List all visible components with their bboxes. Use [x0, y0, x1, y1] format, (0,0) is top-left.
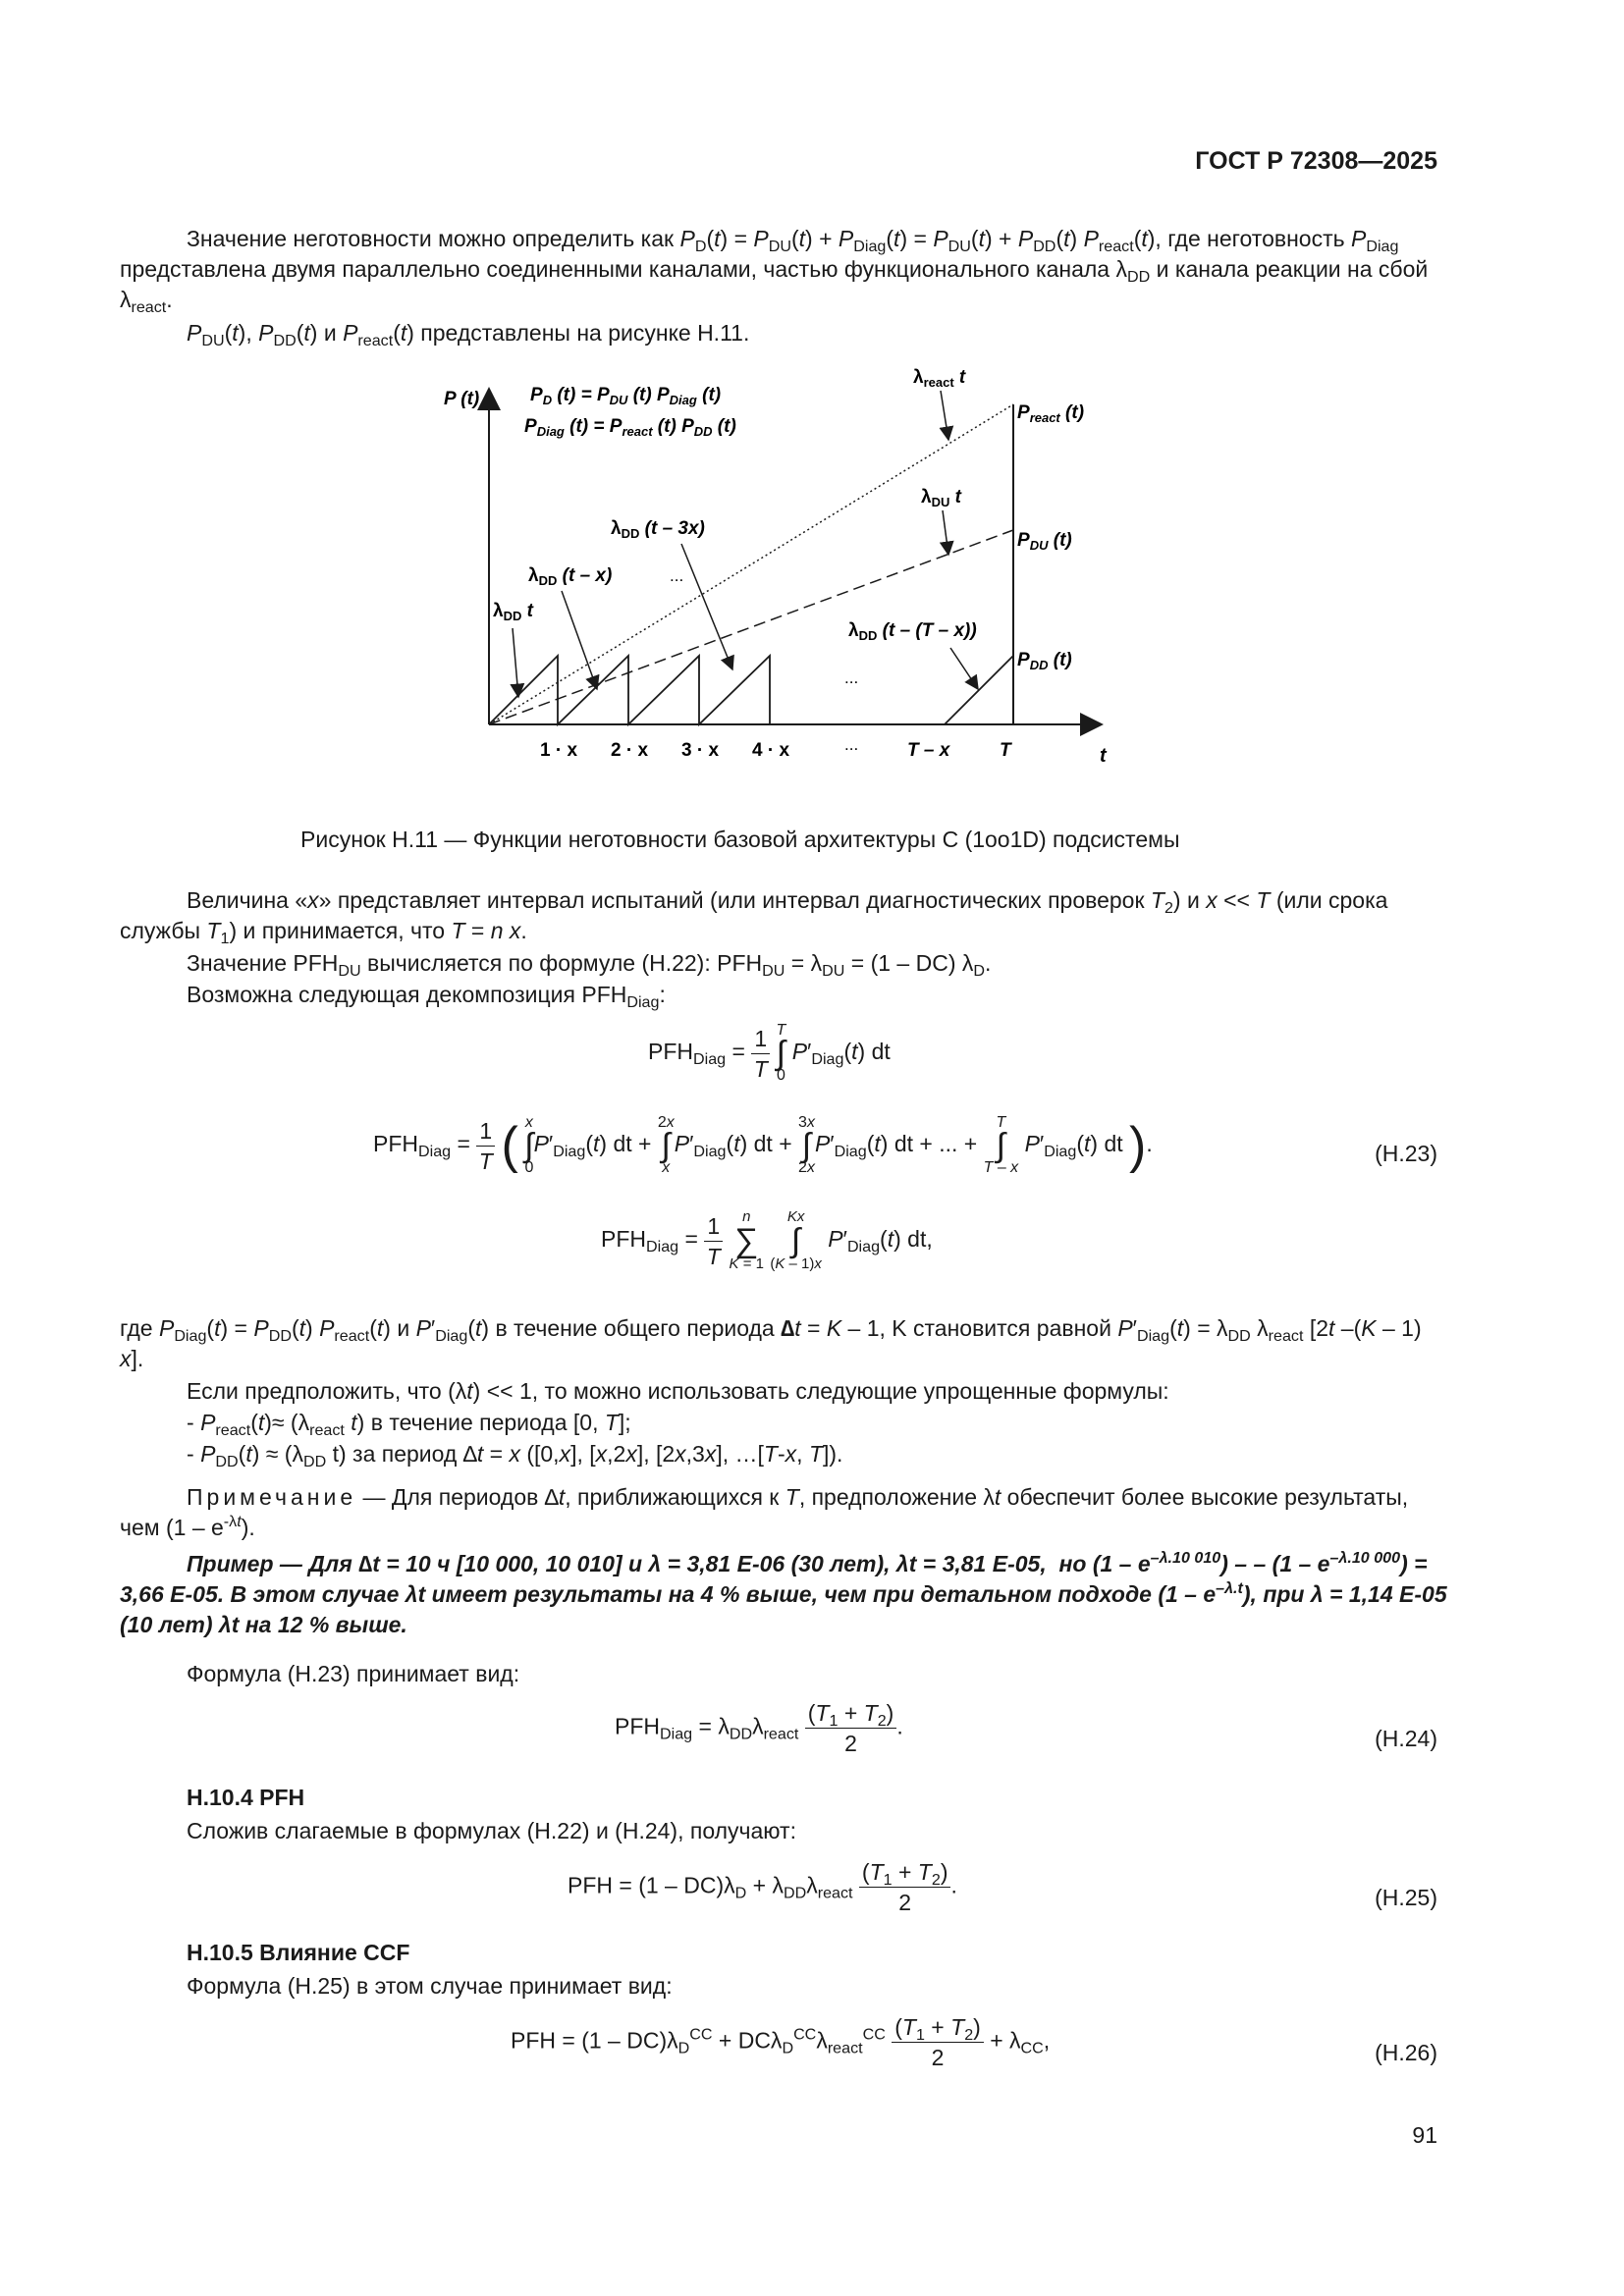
paragraph-pfhdu: Значение $PFH_{DU}$ вычисляется по формуле (Н.22): $PFH_{DU} = \lambda_{DU} = (1 - DC)$ $\lambda_D$.	[187, 950, 992, 980]
unavailability-figure	[422, 353, 1149, 766]
equation-h26: PFH = $(1 - DC)\lambda_D^{CC} + DC\lambda_D^{CC}\lambda_{react}^{CC}$ $\frac{(T_1 + T_2)}{2}$ + $\lambda_{CC}$,	[511, 2014, 1051, 2070]
label-dd-tx: $\lambda_{DD}$ (t – x)	[528, 565, 613, 588]
formula-pdiag: $P_{Diag}$ $(t) = P_{react}$ (t) $P_{DD}$ (t)	[524, 416, 736, 439]
document-header: ГОСТ Р 72308—2025	[1195, 147, 1437, 175]
page-number: 91	[1412, 2122, 1437, 2148]
equation-number-h24: (Н.24)	[1375, 1726, 1437, 1751]
label-dd-tTx: $\lambda_{DD}$ (t – (T – x))	[848, 620, 977, 643]
tick-1x: 1 · x	[540, 740, 578, 761]
paragraph-decomposition: Возможна следующая декомпозиция $PFH_{Diag}$:	[187, 982, 666, 1011]
tick-T-x: T – x	[907, 740, 950, 761]
paragraph-h25-form: Формула (Н.25) в этом случае принимает вид:	[187, 1973, 673, 1999]
list-item-preact: - $P_{react}(t)\approx (\lambda_{react}$ t) в течение периода [0, T];	[187, 1410, 631, 1439]
paragraph-assume: Если предположить, что (λt) << 1, то можно использовать следующие упрощенные формулы:	[187, 1378, 1169, 1404]
paragraph-interval: Величина «x» представляет интервал испытаний (или интервал диагностических проверок $T_2$) и x << T (или срока службы $T_1$) и принимается, что T = n x.	[120, 887, 1388, 947]
sawtooth-last	[945, 656, 1013, 724]
react-line	[489, 404, 1013, 724]
tick-ellipsis: ...	[844, 735, 859, 754]
note-paragraph: Примечание — Для периодов ∆t, приближающихся к T, предположение λt обеспечит более высокие результаты, чем $(1 - e^{-\lambda t})$.	[120, 1484, 1409, 1540]
label-pdu: $P_{DU}$ (t)	[1017, 530, 1072, 553]
equation-pfhdiag-sum-integrals: $PFH_{Diag}$ = $\frac{1}{T}$ ( x ∫ $0P'_{Diag}(t)$ dt + 2x ∫ $xP'_{Diag}(t)$ dt + 3x ∫ $2xP'_{Diag}(t)$ dt + ... + T ∫ T – x $P'_{Diag}(t)$ dt ).	[373, 1114, 1153, 1176]
paragraph-unavailability: Значение неготовности можно определить как $P_D(t) = P_{DU}(t) + P_{Diag}(t) = P_{DU}(t) + P_{DD}(t)$ $P_{react}(t)$, где неготовность $P_{Diag}$ представлена двумя параллельно соединенными каналами, частью функционального канала $\lambda_{DD}$ и канала реакции на сбой $\lambda_{react}$.	[120, 226, 1429, 316]
x-axis-label: t	[1100, 745, 1107, 766]
paragraph-sum: Сложив слагаемые в формулах (Н.22) и (Н.24), получают:	[187, 1818, 796, 1843]
arrow-dd-tTx	[950, 648, 978, 689]
ellipsis-upper: ...	[670, 566, 684, 585]
tick-T: T	[1000, 740, 1011, 761]
equation-pfhdiag-sum: $PFH_{Diag}$ = $\frac{1}{T}$ n ∑ K = 1 Kx ∫ (K – 1)x $P'_{Diag}(t)$ dt,	[601, 1208, 933, 1272]
label-pdd: $P_{DD}$ (t)	[1017, 650, 1072, 672]
arrow-dd-t	[513, 628, 518, 697]
equation-h25: PFH = $(1 - DC)\lambda_D + \lambda_{DD}\lambda_{react}$ $\frac{(T_1 + T_2)}{2}$ .	[568, 1859, 957, 1915]
paragraph-where: где $P_{Diag}(t) = P_{DD}(t)$ $P_{react}(t)$ и $P'_{Diag}(t)$ в течение общего периода ∆t = K – 1, K становится равной $P'_{Diag}(t) = \lambda_{DD}$ $\lambda_{react}$ [2t –(K – 1) x].	[120, 1315, 1422, 1371]
sawtooth-curve	[489, 656, 770, 724]
equation-number-h25: (Н.25)	[1375, 1885, 1437, 1910]
label-preact: $P_{react}$ (t)	[1017, 402, 1085, 425]
label-react-line: $\lambda_{react}$ t	[913, 367, 966, 390]
arrow-du	[943, 510, 948, 555]
equation-pfhdiag-integral: $PFH_{Diag}$ = $\frac{1}{T}$ T ∫ 0 $P'_{Diag}(t)$ dt	[648, 1022, 891, 1084]
example-paragraph: Пример — Для ∆t = 10 ч [10 000, 10 010] и λ = 3,81 E-06 (30 лет), λt = 3,81 E-05, но $(1 - e^{-\lambda.10 010})$ – – $(1 - e^{-\lambda.10 000}) = 3,66$ E-05. В этом случае λt имеет результаты на 4 % выше, чем при детальном подходе $(1 - e^{-\lambda.t})$, при λ = 1,14 E-05 (10 лет) λt на 12 % выше.	[120, 1549, 1447, 1637]
section-heading-h10-4: Н.10.4 PFH	[187, 1785, 305, 1810]
tick-2x: 2 · x	[611, 740, 649, 761]
figure-caption: Рисунок Н.11 — Функции неготовности базовой архитектуры С (1oo1D) подсистемы	[300, 827, 1180, 852]
label-dd-t3x: $\lambda_{DD}$ (t – 3x)	[611, 518, 705, 541]
y-axis-label: P (t)	[444, 389, 480, 409]
paragraph-h23-form: Формула (Н.23) принимает вид:	[187, 1661, 520, 1686]
tick-3x: 3 · x	[681, 740, 720, 761]
arrow-dd-tx	[562, 591, 597, 689]
label-du-line: $\lambda_{DU}$ t	[921, 487, 961, 509]
note-label: Примечание	[187, 1484, 357, 1510]
equation-number-h23: (Н.23)	[1375, 1141, 1437, 1166]
formula-pd: $P_D$ $(t) = P_{DU}$ (t) $P_{Diag}$ (t)	[530, 385, 722, 407]
ellipsis-lower: ...	[844, 668, 859, 687]
list-item-pdd: - $P_{DD}(t) \approx (\lambda_{DD}$ t) за период ∆t = x ([0,x], [x,2x], [2x,3x], …[T-x, T]).	[187, 1441, 843, 1470]
equation-number-h26: (Н.26)	[1375, 2040, 1437, 2065]
equation-h24: $PFH_{Diag} = \lambda_{DD}\lambda_{react}$ $\frac{(T_1 + T_2)}{2}$ .	[615, 1700, 903, 1756]
tick-4x: 4 · x	[752, 740, 790, 761]
section-heading-h10-5: Н.10.5 Влияние CCF	[187, 1940, 410, 1965]
arrow-react	[941, 391, 948, 440]
label-dd-t: $\lambda_{DD}$ t	[493, 601, 533, 623]
paragraph-figure-ref: $P_{DU}(t)$, $P_{DD}(t)$ и $P_{react}(t)$ представлены на рисунке Н.11.	[187, 320, 750, 349]
